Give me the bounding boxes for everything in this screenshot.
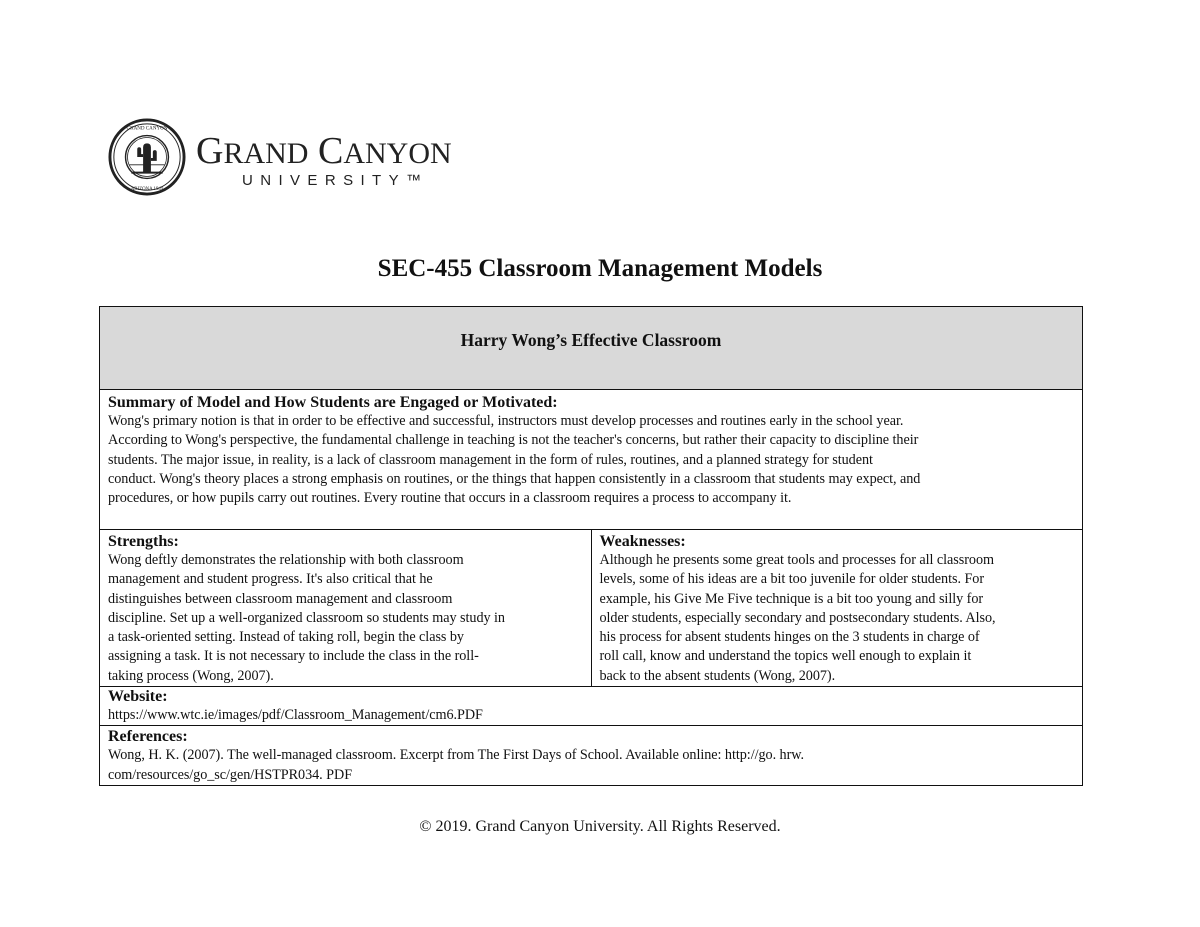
references-text <box>108 746 1074 785</box>
strengths-line: distinguishes between classroom management and classroom <box>108 590 453 607</box>
reference-line: com/resources/go_sc/gen/HSTPR034. PDF <box>108 766 353 783</box>
svg-text:ARIZONA 1949: ARIZONA 1949 <box>130 187 164 193</box>
strengths-section <box>100 530 592 687</box>
weaknesses-label: Weaknesses: <box>599 533 686 550</box>
university-logo <box>108 118 488 198</box>
svg-text:GRAND CANYON: GRAND CANYON <box>126 125 168 132</box>
summary-section <box>100 390 1083 530</box>
summary-text <box>108 412 1074 508</box>
weaknesses-section <box>591 530 1083 687</box>
summary-label: Summary of Model and How Students are Engaged or Motivated: <box>108 394 558 411</box>
strengths-line: Wong deftly demonstrates the relationship with both classroom <box>108 552 464 568</box>
website-url[interactable]: https://www.wtc.ie/images/pdf/Classroom_Management/cm6.PDF <box>108 707 483 724</box>
strengths-line: management and student progress. It's also critical that he <box>108 571 433 588</box>
university-seal-icon <box>108 118 186 196</box>
model-name-header <box>100 307 1083 390</box>
weaknesses-line: older students, especially secondary and postsecondary students. Also, <box>599 609 996 626</box>
weaknesses-line: Although he presents some great tools and processes for all classroom <box>599 552 994 568</box>
summary-line: Wong's primary notion is that in order to be effective and successful, instructors must develop processes and routines early in the school year. <box>108 413 904 429</box>
summary-line: According to Wong's perspective, the fundamental challenge in teaching is not the teacher's concerns, but rather their capacity to discipline their <box>108 432 919 449</box>
model-name: Harry Wong’s Effective Classroom <box>460 330 722 351</box>
document-title: SEC-455 Classroom Management Models <box>377 255 823 282</box>
summary-line: students. The major issue, in reality, is a lack of classroom management in the form of rules, routines, and a planned strategy for student <box>108 451 873 468</box>
weaknesses-line: his process for absent students hinges on the 3 students in charge of <box>599 629 980 646</box>
website-label: Website: <box>108 688 168 706</box>
logo-wordmark-sub: UNIVERSITY™ <box>242 172 429 189</box>
strengths-label: Strengths: <box>108 533 179 550</box>
summary-line: procedures, or how pupils carry out routines. Every routine that occurs in a classroom requires a process to accompany it. <box>108 490 792 507</box>
strengths-line: a task-oriented setting. Instead of taking roll, begin the class by <box>108 629 464 646</box>
strengths-text <box>108 551 583 686</box>
summary-line: conduct. Wong's theory places a strong emphasis on routines, or the things that happen consistently in a classroom that students may expect, and <box>108 470 921 487</box>
references-label: References: <box>108 728 188 746</box>
strengths-line: taking process (Wong, 2007). <box>108 667 274 684</box>
weaknesses-line: back to the absent students (Wong, 2007). <box>599 667 836 684</box>
weaknesses-line: roll call, know and understand the topics well enough to explain it <box>599 648 972 665</box>
copyright-footer: © 2019. Grand Canyon University. All Rights Reserved. <box>419 818 781 835</box>
website-section <box>100 687 1083 726</box>
weaknesses-line: example, his Give Me Five technique is a bit too young and silly for <box>599 590 984 607</box>
logo-wordmark: GRAND CANYON <box>196 130 452 172</box>
weaknesses-text <box>600 551 1075 686</box>
references-section <box>100 726 1083 786</box>
strengths-line: assigning a task. It is not necessary to include the class in the roll- <box>108 648 479 665</box>
strengths-line: discipline. Set up a well-organized classroom so students may study in <box>108 609 505 626</box>
weaknesses-line: levels, some of his ideas are a bit too juvenile for older students. For <box>599 571 984 588</box>
model-table <box>99 306 1083 786</box>
reference-line: Wong, H. K. (2007). The well-managed classroom. Excerpt from The First Days of School. Available online: http://go. hrw. <box>108 747 805 764</box>
